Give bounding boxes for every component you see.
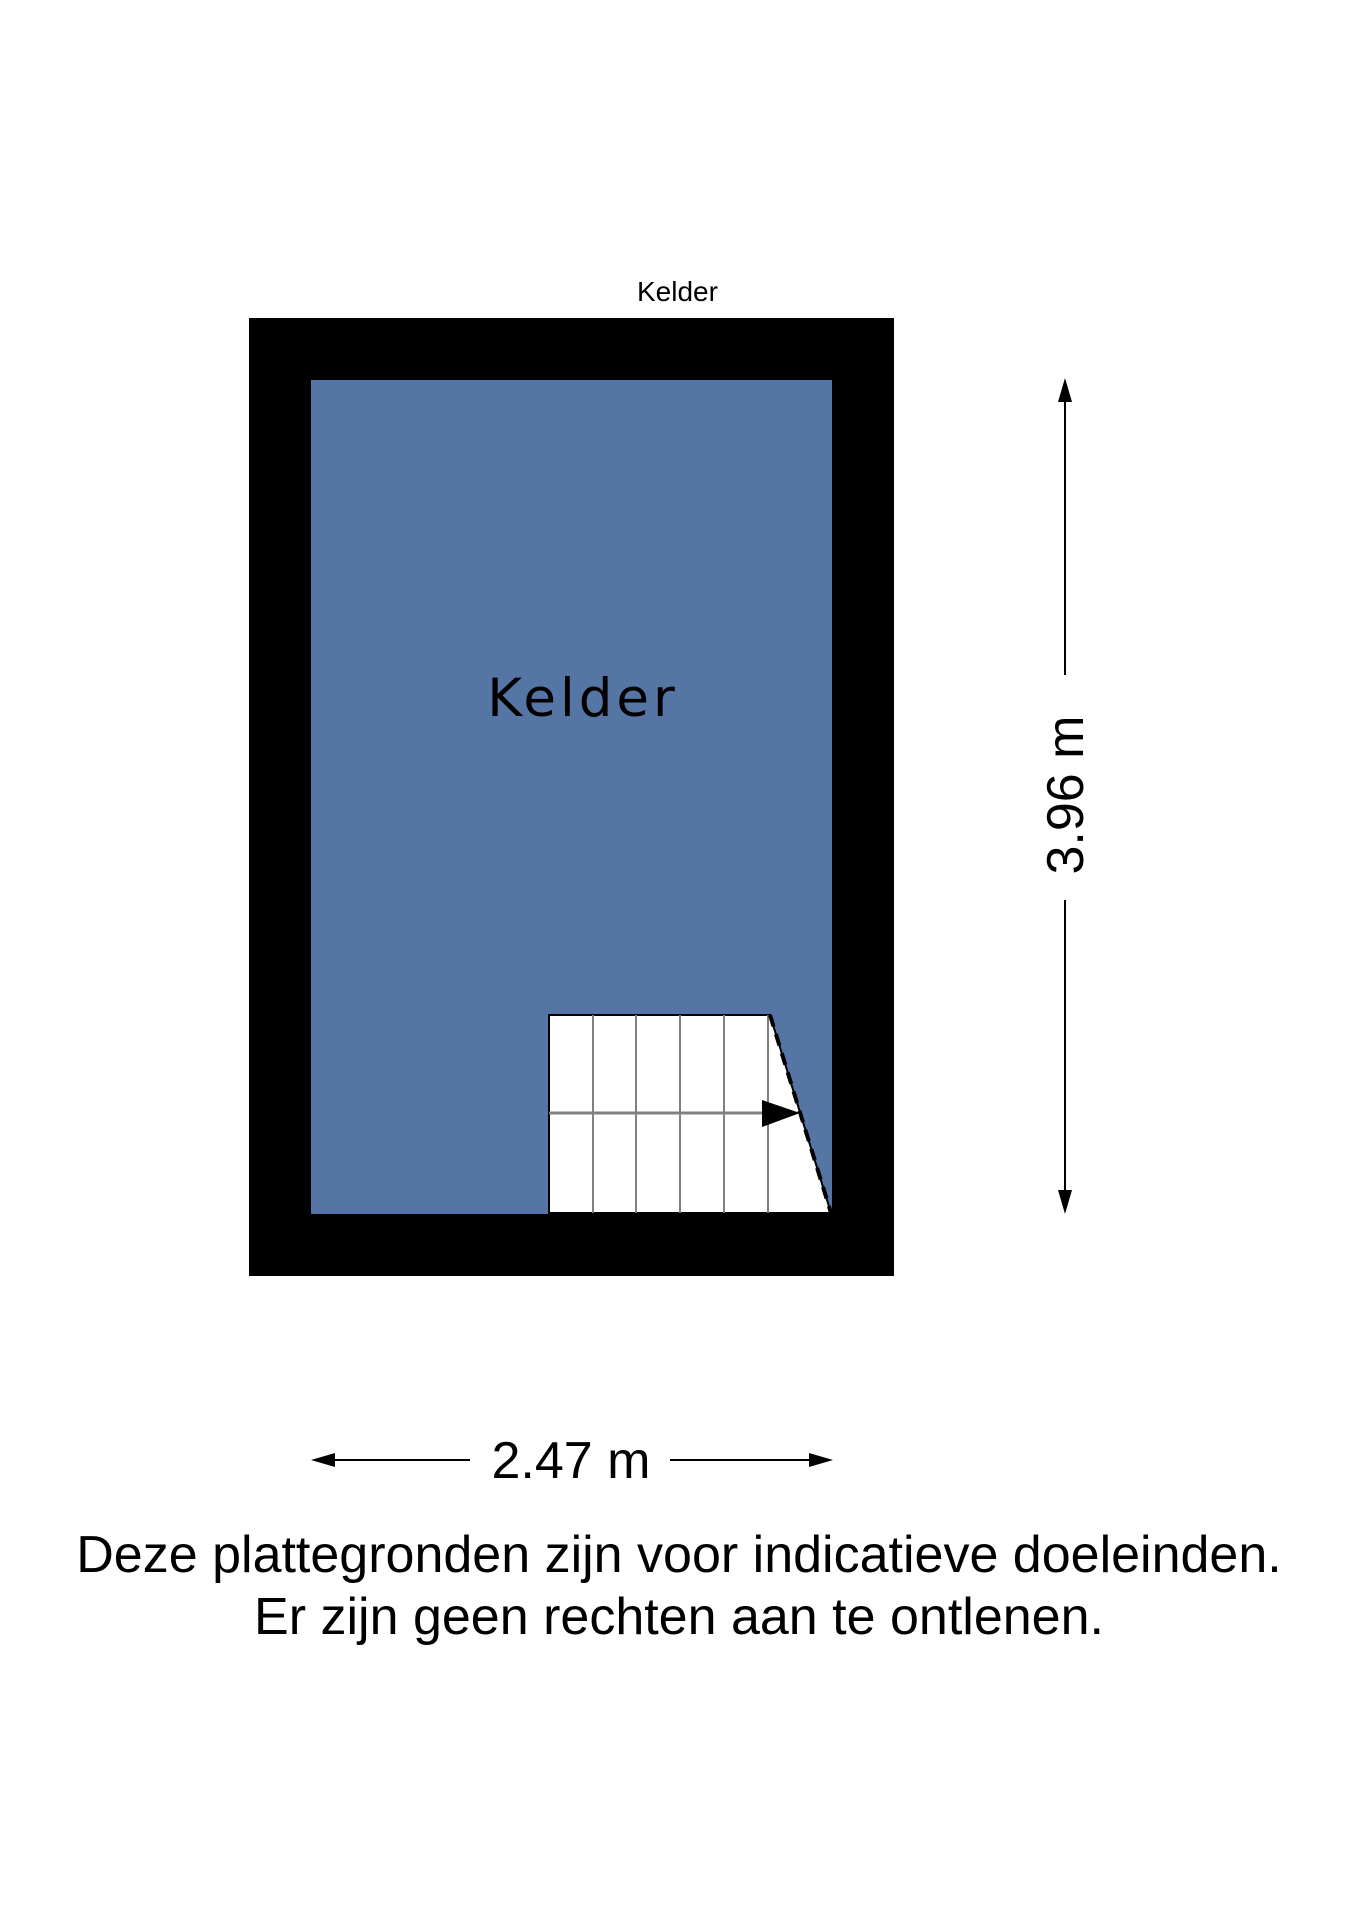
arrow-down-icon <box>1058 1190 1072 1214</box>
room-name: Kelder <box>487 668 679 729</box>
disclaimer-line-1: Deze plattegronden zijn voor indicatieve doeleinden. <box>76 1526 1282 1584</box>
height-dimension <box>1037 378 1095 1214</box>
arrow-up-icon <box>1058 378 1072 402</box>
arrow-left-icon <box>311 1453 335 1467</box>
disclaimer-line-2: Er zijn geen rechten aan te ontlenen. <box>254 1588 1104 1646</box>
width-dimension-label: 2.47 m <box>491 1432 651 1490</box>
floor-label-text: Kelder <box>637 276 718 307</box>
height-dimension-label: 3.96 m <box>1037 715 1095 875</box>
arrow-right-icon <box>809 1453 833 1467</box>
width-dimension <box>311 1432 833 1490</box>
disclaimer <box>0 1524 1358 1648</box>
